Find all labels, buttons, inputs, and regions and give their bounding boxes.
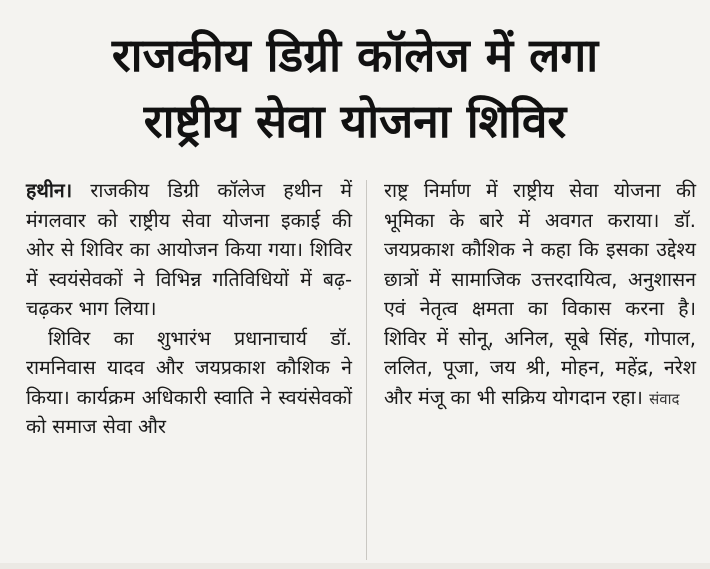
headline-line-1: राजकीय डिग्री कॉलेज में लगा	[111, 28, 599, 82]
headline-line-2: राष्ट्रीय सेवा योजना शिविर	[143, 94, 567, 148]
bottom-edge	[0, 563, 710, 569]
column-divider	[366, 180, 367, 560]
credit: संवाद	[649, 389, 680, 408]
paragraph-1-text: राजकीय डिग्री कॉलेज हथीन में मंगलवार को राष्ट्रीय सेवा योजना इकाई की ओर से शिविर का आयोजन किया गया। शिविर में स्वयंसेवकों ने विभिन्न गतिविधियों में बढ़-चढ़कर भाग लिया।	[26, 179, 352, 320]
dateline: हथीन।	[26, 179, 73, 202]
article-column-2	[384, 176, 696, 414]
headline	[0, 22, 710, 154]
paragraph-2-continued	[384, 176, 696, 414]
paragraph-2-continued-text: राष्ट्र निर्माण में राष्ट्रीय सेवा योजना की भूमिका के बारे में अवगत कराया। डॉ. जयप्रकाश कौशिक ने कहा कि इसका उद्देश्य छात्रों में सामाजिक उत्तरदायित्व, अनुशासन एवं नेतृत्व क्षमता का विकास करना है।	[384, 179, 696, 320]
article-column-1	[26, 176, 352, 442]
paragraph-3-text: शिविर में सोनू, अनिल, सूबे सिंह, गोपाल, ललित, पूजा, जय श्री, मोहन, महेंद्र, नरेश और मंजू का भी सक्रिय योगदान रहा।	[384, 326, 696, 409]
paragraph-2-start: शिविर का शुभारंभ प्रधानाचार्य डॉ. रामनिवास यादव और जयप्रकाश कौशिक ने किया। कार्यक्रम अधिकारी स्वाति ने स्वयंसेवकों को समाज सेवा और	[26, 326, 352, 438]
paragraph-1	[26, 176, 352, 324]
clipped-top-text	[0, 0, 710, 10]
